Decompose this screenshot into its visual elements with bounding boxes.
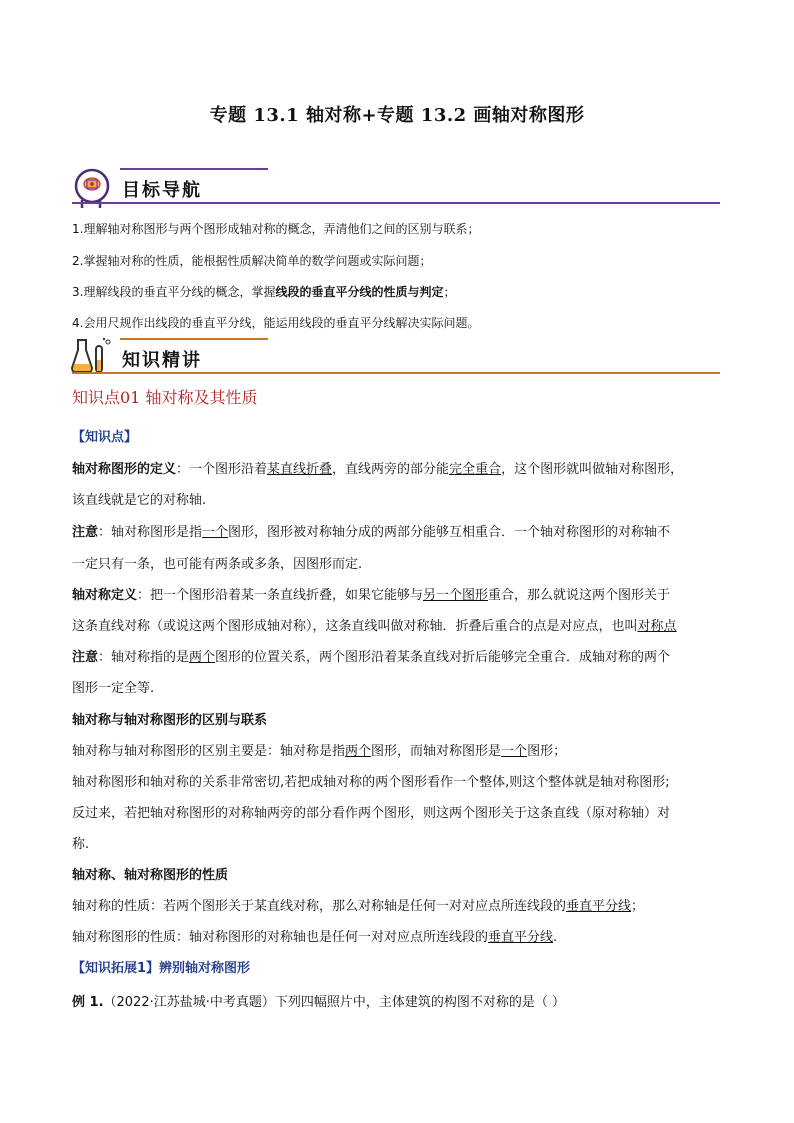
puzzle-bulb-head-icon xyxy=(70,166,116,216)
section-banner-goals xyxy=(70,166,720,212)
prop1-text: ； xyxy=(631,899,645,914)
difference-text xyxy=(72,740,566,759)
prop2-text: 轴对称图形的性质：轴对称图形的对称轴也是任何一对对应点所连线段的 xyxy=(72,930,489,945)
diff-underline-2: 一个 xyxy=(501,744,528,759)
note1-text: 图形，图形被对称轴分成的两部分能够互相重合．一个轴对称图形的对称轴不 xyxy=(228,525,671,540)
def2-text: 这条直线对称（或说这两个图形成轴对称），这条直线叫做对称轴．折叠后重合的点是对应点，也叫 xyxy=(72,619,638,634)
def2-label: 轴对称定义 xyxy=(72,588,138,603)
relation-line-2: 反过来，若把轴对称图形的对称轴两旁的部分看作两个图形，则这两个图形关于这条直线（原对称轴）对 xyxy=(72,806,671,821)
relation-line-1: 轴对称图形和轴对称的关系非常密切,若把成轴对称的两个图形看作一个整体,则这个整体就是轴对称图形; xyxy=(72,775,670,790)
def2-text: 重合，那么就说这两个图形关于 xyxy=(488,588,671,603)
note1-line1 xyxy=(72,521,670,540)
def2-line1 xyxy=(72,584,670,603)
prop2-text: . xyxy=(553,930,558,945)
def1-underline-1: 某直线折叠 xyxy=(267,462,333,477)
subheading-difference: 轴对称与轴对称图形的区别与联系 xyxy=(72,713,268,728)
def2-line2 xyxy=(72,615,677,634)
banner-label: 知识精讲 xyxy=(122,350,202,371)
def1-underline-2: 完全重合 xyxy=(449,462,502,477)
goal-item-3-text: 3.理解线段的垂直平分线的概念，掌握 xyxy=(72,285,276,299)
note1-line2: 一定只有一条，也可能有两条或多条，因图形而定. xyxy=(72,557,363,572)
note1-underline: 一个 xyxy=(202,525,229,540)
property-1 xyxy=(72,895,644,914)
def1-line1 xyxy=(72,458,683,477)
example-text: （2022·江苏盐城·中考真题）下列四幅照片中，主体建筑的构图不对称的是（ ） xyxy=(103,995,565,1010)
prop1-text: 轴对称的性质：若两个图形关于某直线对称，那么对称轴是任何一对对应点所连线段的 xyxy=(72,899,567,914)
prop2-underline: 垂直平分线 xyxy=(488,930,554,945)
tag-knowledge xyxy=(72,426,137,445)
property-2 xyxy=(72,926,557,945)
def2-underline-2: 对称点 xyxy=(637,619,677,634)
banner-bottom-rule xyxy=(72,202,720,204)
note2-line2: 图形一定全等. xyxy=(72,681,155,696)
tag-knowledge-text: 【知识点】 xyxy=(72,430,138,445)
diff-text: 图形，而轴对称图形是 xyxy=(371,744,502,759)
def1-text: ：一个图形沿着 xyxy=(176,462,268,477)
note2-text: 图形的位置关系，两个图形沿着某条直线对折后能够完全重合．成轴对称的两个 xyxy=(215,650,671,665)
goal-item-2: 2.掌握轴对称的性质，能根据性质解决简单的数学问题或实际问题； xyxy=(72,254,432,268)
example-label: 例 1. xyxy=(72,995,104,1010)
example-1 xyxy=(72,991,565,1010)
diff-text: 轴对称与轴对称图形的区别主要是：轴对称是指 xyxy=(72,744,346,759)
note1-label: 注意 xyxy=(72,525,99,540)
extension-heading xyxy=(72,957,250,976)
def1-text: ，直线两旁的部分能 xyxy=(332,462,450,477)
diff-text: 图形； xyxy=(527,744,567,759)
banner-bottom-rule xyxy=(72,372,720,374)
note1-text: ：轴对称图形是指 xyxy=(98,525,203,540)
goal-item-3-bold: 线段的垂直平分线的性质与判定 xyxy=(275,285,444,299)
goal-item-3 xyxy=(72,283,455,300)
doc-title: 专题 13.1 轴对称+专题 13.2 画轴对称图形 xyxy=(209,105,585,126)
relation-line-3: 称. xyxy=(72,837,90,852)
def1-label: 轴对称图形的定义 xyxy=(72,462,177,477)
section-banner-knowledge xyxy=(70,336,720,382)
goal-item-1: 1.理解轴对称图形与两个图形成轴对称的概念，弄清他们之间的区别与联系； xyxy=(72,222,480,236)
def2-text: ：把一个图形沿着某一条直线折叠，如果它能够与 xyxy=(137,588,424,603)
note2-label: 注意 xyxy=(72,650,99,665)
knowledge-point-heading: 知识点01 轴对称及其性质 xyxy=(72,388,258,407)
note2-text: ：轴对称指的是 xyxy=(98,650,190,665)
extension-tag: 【知识拓展1】 xyxy=(72,961,160,976)
def1-line2: 该直线就是它的对称轴. xyxy=(72,493,207,508)
prop1-underline: 垂直平分线 xyxy=(566,899,632,914)
banner-label: 目标导航 xyxy=(122,180,202,201)
def2-underline: 另一个图形 xyxy=(423,588,489,603)
goal-item-3-end: ； xyxy=(443,285,456,299)
note2-underline: 两个 xyxy=(189,650,216,665)
note2-line1 xyxy=(72,646,670,665)
banner-top-rule xyxy=(120,338,268,340)
diff-underline-1: 两个 xyxy=(345,744,372,759)
goal-item-4: 4.会用尺规作出线段的垂直平分线，能运用线段的垂直平分线解决实际问题。 xyxy=(72,316,480,330)
def1-text: ，这个图形就叫做轴对称图形， xyxy=(501,462,684,477)
subheading-properties: 轴对称、轴对称图形的性质 xyxy=(72,868,229,883)
banner-top-rule xyxy=(120,168,268,170)
extension-title: 辨别轴对称图形 xyxy=(159,961,251,976)
